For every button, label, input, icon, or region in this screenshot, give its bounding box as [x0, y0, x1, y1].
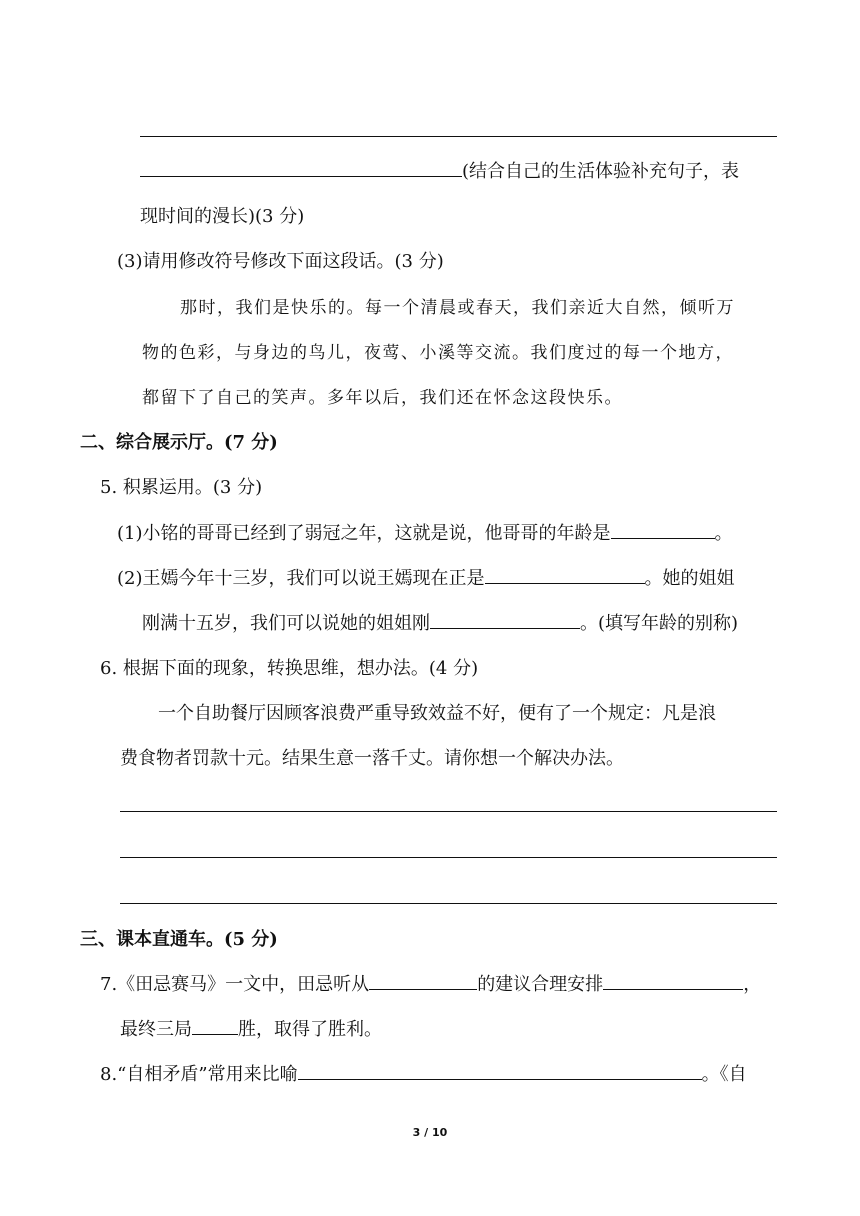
page-number: 3 / 10 — [412, 1126, 448, 1139]
answer-blank[interactable] — [192, 1014, 238, 1035]
passage-line: 都留下了自己的笑声。多年以后，我们还在怀念这段快乐。 — [142, 388, 623, 408]
q7-text: 胜，取得了胜利。 — [238, 1019, 382, 1040]
q4-part2-note2: 现时间的漫长)(3 分) — [140, 206, 305, 227]
answer-line[interactable] — [120, 903, 777, 904]
passage-line: 那时，我们是快乐的。每一个清晨或春天，我们亲近大自然，倾听万 — [180, 298, 735, 318]
answer-blank[interactable] — [603, 969, 743, 990]
q8-text: 。《自 — [701, 1064, 747, 1085]
q5-part1-end: 。 — [714, 523, 733, 544]
answer-line[interactable] — [120, 811, 777, 812]
q5-part2-text2: 刚满十五岁，我们可以说她的姐姐刚 — [142, 613, 430, 634]
answer-blank[interactable] — [140, 156, 462, 177]
answer-blank[interactable] — [298, 1059, 702, 1080]
answer-blank[interactable] — [611, 518, 715, 539]
q7-text: 的建议合理安排 — [477, 974, 604, 995]
q7-text: ， — [743, 974, 762, 995]
answer-line — [140, 136, 777, 137]
answer-blank[interactable] — [485, 563, 645, 584]
q4-part2-note: (结合自己的生活体验补充句子，表 — [462, 161, 740, 182]
q7-text: 最终三局 — [120, 1019, 192, 1040]
q4-part2-line — [140, 156, 739, 188]
q6-text: 费食物者罚款十元。结果生意一落千丈。请你想一个解决办法。 — [120, 748, 624, 769]
q5-title: 5. 积累运用。(3 分) — [100, 477, 263, 498]
section3-title: 三、课本直通车。(5 分) — [80, 929, 278, 950]
q6-text: 一个自助餐厅因顾客浪费严重导致效益不好，便有了一个规定：凡是浪 — [158, 703, 716, 724]
q5-part1 — [117, 518, 733, 550]
q4-part3: (3)请用修改符号修改下面这段话。(3 分) — [117, 251, 444, 272]
answer-line[interactable] — [120, 857, 777, 858]
q7-text: 7.《田忌赛马》一文中，田忌听从 — [100, 974, 370, 995]
passage-line: 物的色彩，与身边的鸟儿，夜莺、小溪等交流。我们度过的每一个地方， — [142, 343, 734, 363]
q5-part2-text: (2)王嫣今年十三岁，我们可以说王嫣现在正是 — [117, 568, 485, 589]
q7-line2 — [120, 1014, 382, 1046]
q7-line1 — [100, 969, 761, 1001]
q5-part2-cont — [142, 608, 738, 640]
q5-part1-text: (1)小铭的哥哥已经到了弱冠之年，这就是说，他哥哥的年龄是 — [117, 523, 611, 544]
q5-part2 — [117, 563, 735, 595]
answer-blank[interactable] — [369, 969, 477, 990]
q5-part2-end: 。(填写年龄的别称) — [580, 613, 739, 634]
q6-title: 6. 根据下面的现象，转换思维，想办法。(4 分) — [100, 658, 479, 679]
q8-line1 — [100, 1059, 747, 1091]
answer-blank[interactable] — [430, 608, 580, 629]
q5-part2-mid: 。她的姐姐 — [644, 568, 735, 589]
section2-title: 二、综合展示厅。(7 分) — [80, 432, 278, 453]
q8-text: 8.“自相矛盾”常用来比喻 — [100, 1064, 298, 1085]
